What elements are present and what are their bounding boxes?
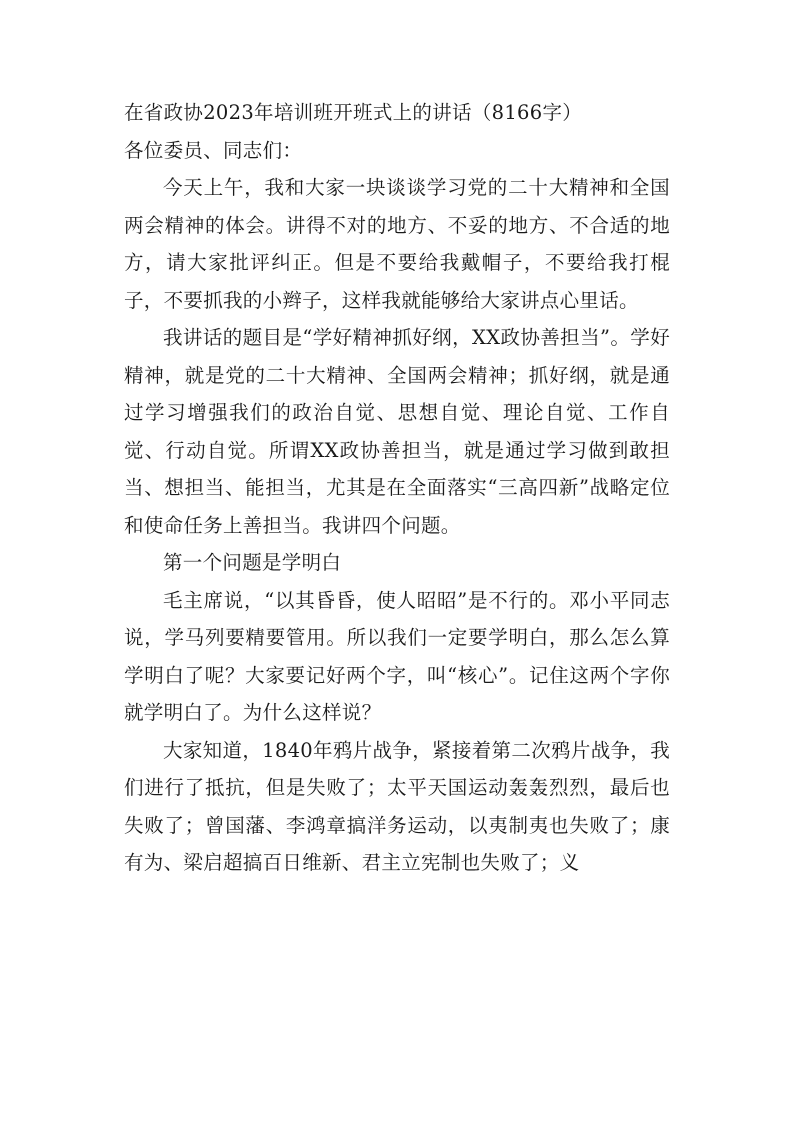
paragraph-topic: 我讲话的题目是“学好精神抓好纲，XX政协善担当”。学好精神，就是党的二十大精神、全国两会精神；抓好纲，就是通过学习增强我们的政治自觉、思想自觉、理论自觉、工作自觉、行动自觉。所谓XX政协善担当，就是通过学习做到敢担当、想担当、能担当，尤其是在全面落实“三高四新”战略定位和使命任务上善担当。我讲四个问题。	[124, 326, 670, 537]
section-heading: 第一个问题是学明白	[163, 551, 342, 574]
document-title: 在省政协2023年培训班开班式上的讲话（8166字）	[124, 101, 583, 124]
paragraph-history: 大家知道，1840年鸦片战争，紧接着第二次鸦片战争，我们进行了抵抗，但是失败了；太平天国运动轰轰烈烈，最后也失败了；曾国藩、李鸿章搞洋务运动，以夷制夷也失败了；康有为、梁启超搞百日维新、君主立宪制也失败了；义	[124, 738, 670, 874]
document-body	[124, 94, 670, 882]
salutation: 各位委员、同志们：	[124, 138, 303, 162]
paragraph-quote: 毛主席说，“以其昏昏，使人昭昭”是不行的。邓小平同志说，学马列要精要管用。所以我们一定要学明白，那么怎么算学明白了呢？大家要记好两个字，叫“核心”。记住这两个字你就学明白了。为什么这样说？	[124, 588, 670, 724]
paragraph-opening: 今天上午，我和大家一块谈谈学习党的二十大精神和全国两会精神的体会。讲得不对的地方、不妥的地方、不合适的地方，请大家批评纠正。但是不要给我戴帽子，不要给我打棍子，不要抓我的小辫子，这样我就能够给大家讲点心里话。	[124, 176, 670, 312]
